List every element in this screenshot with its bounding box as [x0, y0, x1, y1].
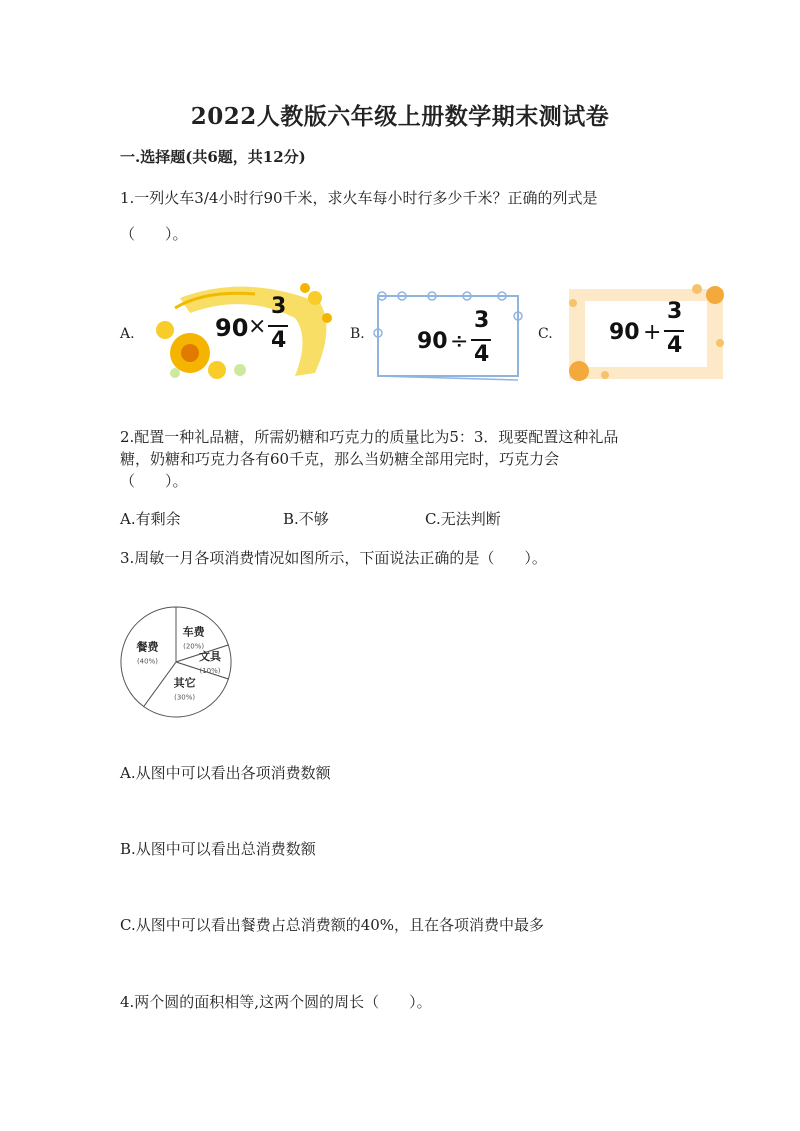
- option-b-denominator: 4: [474, 342, 490, 367]
- question-3-option-b[interactable]: B.从图中可以看出总消费数额: [120, 840, 316, 858]
- option-b-label[interactable]: B.: [350, 326, 365, 342]
- option-c-whole: 90: [609, 320, 640, 345]
- question-3-option-c[interactable]: C.从图中可以看出餐费占总消费额的40%，且在各项消费中最多: [120, 916, 545, 934]
- option-c-fraction-bar: [664, 330, 684, 332]
- pie-chart: [118, 602, 248, 722]
- option-a-operator: ×: [248, 314, 267, 339]
- pie-slice-name: 文具: [199, 650, 221, 663]
- section-heading: 一.选择题(共6题，共12分): [120, 148, 306, 166]
- question-1-text: 1.一列火车3/4小时行90千米，求火车每小时行多少千米？正确的列式是: [120, 189, 598, 207]
- option-c-label[interactable]: C.: [538, 326, 553, 342]
- page-title: 2022人教版六年级上册数学期末测试卷: [190, 103, 610, 130]
- question-3-option-a[interactable]: A.从图中可以看出各项消费数额: [120, 764, 331, 782]
- question-2-text-line1: 2.配置一种礼品糖，所需奶糖和巧克力的质量比为5：3．现要配置这种礼品: [120, 428, 619, 446]
- pie-slice-percent: (40%): [136, 657, 158, 666]
- option-a-card[interactable]: [145, 278, 345, 383]
- option-b-card[interactable]: [372, 288, 524, 384]
- option-b-fraction-bar: [471, 339, 491, 341]
- option-b-whole: 90: [417, 329, 448, 354]
- pie-slice-name: 餐费: [136, 640, 159, 654]
- pie-slice-percent: (30%): [174, 693, 196, 702]
- blue-frame-decoration: [372, 288, 524, 384]
- question-2-blank: （ ）。: [120, 472, 188, 490]
- question-3-text: 3.周敏一月各项消费情况如图所示，下面说法正确的是（ ）。: [120, 549, 547, 567]
- pie-slice-percent: (10%): [199, 667, 221, 675]
- pie-slice-percent: (20%): [183, 642, 205, 651]
- option-b-operator: ÷: [450, 329, 469, 354]
- question-2-option-c[interactable]: C.无法判断: [425, 510, 501, 528]
- question-2-option-b[interactable]: B.不够: [283, 510, 329, 528]
- option-c-operator: +: [643, 320, 662, 345]
- option-a-label[interactable]: A.: [120, 326, 135, 342]
- question-2-option-a[interactable]: A.有剩余: [120, 510, 181, 528]
- option-a-whole: 90: [215, 314, 249, 342]
- option-c-numerator: 3: [667, 299, 683, 324]
- option-a-denominator: 4: [271, 328, 287, 353]
- question-2-text-line2: 糖，奶糖和巧克力各有60千克，那么当奶糖全部用完时，巧克力会: [120, 450, 560, 468]
- option-c-denominator: 4: [667, 333, 683, 358]
- pie-slice-name: 车费: [182, 625, 205, 639]
- option-b-numerator: 3: [474, 308, 490, 333]
- question-4-text: 4.两个圆的面积相等,这两个圆的周长（ ）。: [120, 993, 432, 1011]
- option-a-numerator: 3: [271, 294, 287, 319]
- option-a-fraction-bar: [268, 325, 288, 327]
- pie-slice-name: 其它: [173, 676, 196, 690]
- question-1-blank: （ ）。: [120, 225, 188, 243]
- option-c-card[interactable]: [565, 283, 727, 383]
